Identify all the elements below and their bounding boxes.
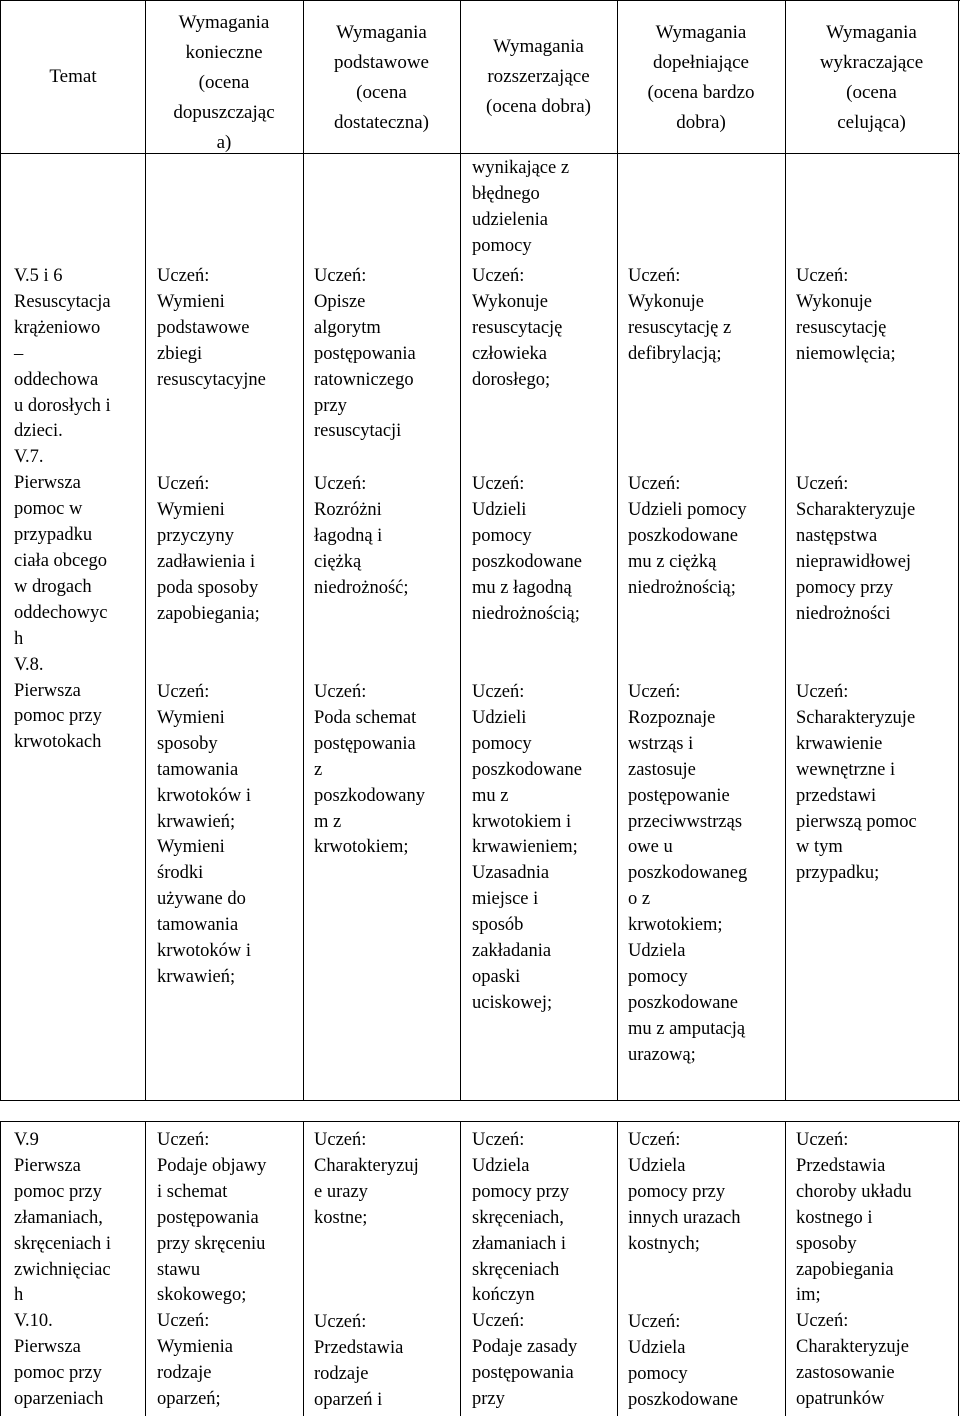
row2-rozszerzajace: Uczeń: Udziela pomocy przy skręceniach, złamaniach i skręceniach kończyn Uczeń: Podaje zasady postępowania przy bbox=[472, 1130, 578, 1410]
row1-wykraczajace-item-2: Uczeń: Scharakteryzuje następstwa nieprawidłowej pomocy przy niedrożności bbox=[796, 474, 916, 624]
row1-col-divider-3 bbox=[460, 0, 461, 1101]
row1-dopelniajace-item-2: Uczeń: Udzieli pomocy poszkodowane mu z ciężką niedrożnością; bbox=[628, 474, 747, 598]
row2-col-divider-2 bbox=[303, 1121, 304, 1416]
row1-rozszerzajace-item-1: Uczeń: Wykonuje resuscytację człowieka dorosłego; bbox=[472, 266, 563, 390]
header-bottom-border bbox=[0, 153, 960, 154]
row1-dopelniajace-item-1: Uczeń: Wykonuje resuscytację z defibrylacją; bbox=[628, 266, 732, 364]
row1-col-divider-4 bbox=[617, 0, 618, 1101]
header-temat: Temat bbox=[49, 66, 97, 87]
header-rozszerzajace: Wymagania rozszerzające (ocena dobra) bbox=[486, 36, 591, 117]
row1-podstawowe-item-1: Uczeń: Opisze algorytm postępowania ratowniczego przy resuscytacji bbox=[314, 266, 416, 442]
row2-top-border bbox=[0, 1121, 960, 1122]
header-podstawowe: Wymagania podstawowe (ocena dostateczna) bbox=[334, 22, 429, 133]
header-konieczne: Wymagania konieczne (ocena dopuszczając a) bbox=[173, 12, 275, 153]
row2-dopelniajace-item-1: Uczeń: Udziela pomocy przy innych urazach kostnych; bbox=[628, 1130, 741, 1254]
row2-topic: V.9 Pierwsza pomoc przy złamaniach, skręceniach i zwichnięciac h V.10. Pierwsza pomoc przy oparzeniach bbox=[14, 1130, 112, 1410]
row1-konieczne-item-1: Uczeń: Wymieni podstawowe zbiegi resuscytacyjne bbox=[157, 266, 266, 390]
row2-podstawowe-item-1: Uczeń: Charakteryzuj e urazy kostne; bbox=[314, 1130, 419, 1228]
row1-rozszerzajace-carryover: wynikające z błędnego udzielenia pomocy bbox=[472, 158, 570, 256]
row1-konieczne-item-3: Uczeń: Wymieni sposoby tamowania krwotoków i krwawień; Wymieni środki używane do tamowania krwotoków i krwawień; bbox=[157, 682, 252, 987]
row1-bottom-border bbox=[0, 1100, 960, 1101]
header-dopelniajace: Wymagania dopełniające (ocena bardzo dobra) bbox=[647, 22, 755, 133]
row2-dopelniajace-item-2: Uczeń: Udziela pomocy poszkodowane bbox=[628, 1312, 738, 1410]
row1-col-divider-1 bbox=[145, 0, 146, 1101]
row2-col-divider-4 bbox=[617, 1121, 618, 1416]
row2-wykraczajace: Uczeń: Przedstawia choroby układu kostnego i sposoby zapobiegania im; Uczeń: Charakteryzuje zastosowanie opatrunków bbox=[796, 1130, 912, 1410]
row1-col-divider-5 bbox=[785, 0, 786, 1101]
row1-left-border bbox=[0, 0, 1, 1101]
row1-col-divider-2 bbox=[303, 0, 304, 1101]
header-wykraczajace: Wymagania wykraczające (ocena celująca) bbox=[819, 22, 924, 133]
row1-wykraczajace-item-1: Uczeń: Wykonuje resuscytację niemowlęcia; bbox=[796, 266, 896, 364]
row1-wykraczajace-item-3: Uczeń: Scharakteryzuje krwawienie wewnętrzne i przedstawi pierwszą pomoc w tym przypadku; bbox=[796, 682, 917, 884]
row1-konieczne-item-2: Uczeń: Wymieni przyczyny zadławienia i poda sposoby zapobiegania; bbox=[157, 474, 260, 624]
row1-right-border bbox=[958, 0, 959, 1101]
row2-konieczne: Uczeń: Podaje objawy i schemat postępowania przy skręceniu stawu skokowego; Uczeń: Wymienia rodzaje oparzeń; bbox=[157, 1130, 267, 1410]
row1-topic: V.5 i 6 Resuscytacja krążeniowo – oddechowa u dorosłych i dzieci. V.7. Pierwsza pomoc w przypadku ciała obcego w drogach oddechowyc h V.8. Pierwsza pomoc przy krwotokach bbox=[14, 266, 111, 753]
row1-dopelniajace-item-3: Uczeń: Rozpoznaje wstrząs i zastosuje postępowanie przeciwwstrząs owe u poszkodowaneg o z krwotokiem; Udziela pomocy poszkodowane mu z amputacją urazową; bbox=[628, 682, 748, 1065]
row1-rozszerzajace-item-2: Uczeń: Udzieli pomocy poszkodowane mu z łagodną niedrożnością; bbox=[472, 474, 582, 624]
row1-rozszerzajace-item-3: Uczeń: Udzieli pomocy poszkodowane mu z krwotokiem i krwawieniem; Uzasadnia miejsce i sposób zakładania opaski uciskowej; bbox=[472, 682, 582, 1013]
row2-col-divider-5 bbox=[785, 1121, 786, 1416]
row2-right-border bbox=[958, 1121, 959, 1416]
table-top-border bbox=[0, 0, 960, 1]
row2-col-divider-1 bbox=[145, 1121, 146, 1416]
row2-left-border bbox=[0, 1121, 1, 1416]
row1-podstawowe-item-2: Uczeń: Rozróżni łagodną i ciężką niedrożność; bbox=[314, 474, 409, 598]
row1-podstawowe-item-3: Uczeń: Poda schemat postępowania z poszkodowany m z krwotokiem; bbox=[314, 682, 425, 858]
row2-podstawowe-item-2: Uczeń: Przedstawia rodzaje oparzeń i bbox=[314, 1312, 404, 1410]
row2-col-divider-3 bbox=[460, 1121, 461, 1416]
